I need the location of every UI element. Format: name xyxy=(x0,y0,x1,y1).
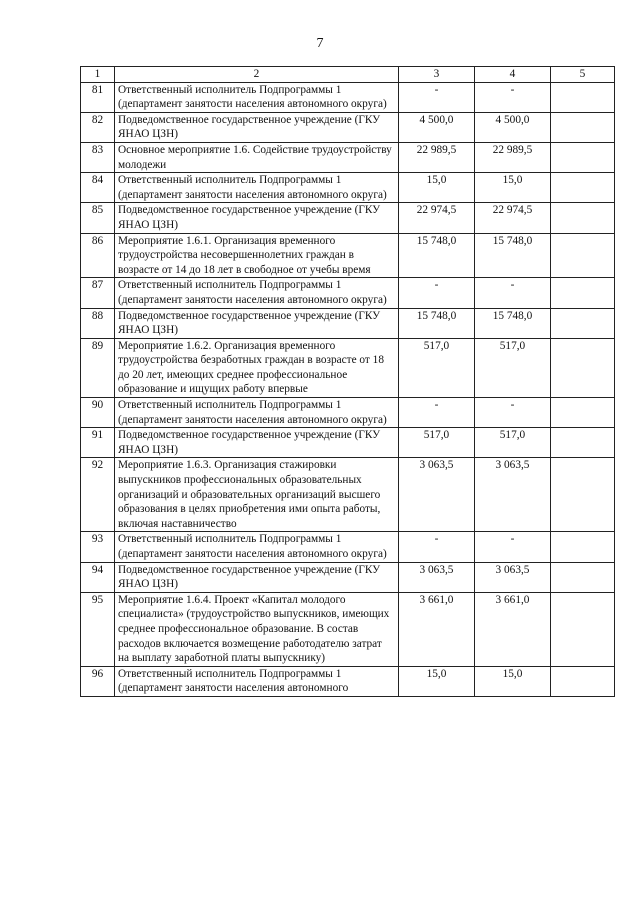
row-value-col4-cell: 22 989,5 xyxy=(475,142,551,172)
table-row xyxy=(81,592,615,666)
row-value-col4-cell: 15 748,0 xyxy=(475,308,551,338)
page-number: 7 xyxy=(316,36,324,51)
row-description-cell: Подведомственное государственное учреждение (ГКУ ЯНАО ЦЗН) xyxy=(115,428,399,458)
row-value-col5-cell xyxy=(551,532,615,562)
row-value-col3-cell: 15 748,0 xyxy=(399,308,475,338)
table-row xyxy=(81,203,615,233)
row-value-col4-cell: - xyxy=(475,278,551,308)
row-number-cell: 86 xyxy=(81,233,115,278)
row-value-col5-cell xyxy=(551,338,615,397)
row-value-col3-cell: - xyxy=(399,398,475,428)
row-number-cell: 84 xyxy=(81,173,115,203)
row-value-col3-cell: 15,0 xyxy=(399,173,475,203)
row-number-cell: 89 xyxy=(81,338,115,397)
row-value-col3-cell: - xyxy=(399,278,475,308)
table-row xyxy=(81,532,615,562)
table-row xyxy=(81,308,615,338)
row-value-col5-cell xyxy=(551,203,615,233)
row-value-col5-cell xyxy=(551,428,615,458)
row-number-cell: 88 xyxy=(81,308,115,338)
row-value-col5-cell xyxy=(551,173,615,203)
header-cell-5: 5 xyxy=(551,67,615,83)
row-value-col4-cell: 15,0 xyxy=(475,173,551,203)
row-description-cell: Подведомственное государственное учреждение (ГКУ ЯНАО ЦЗН) xyxy=(115,203,399,233)
row-description-cell: Ответственный исполнитель Подпрограммы 1 (департамент занятости населения автономного xyxy=(115,666,399,696)
row-value-col5-cell xyxy=(551,562,615,592)
table-row xyxy=(81,398,615,428)
row-value-col4-cell: - xyxy=(475,82,551,112)
table-row xyxy=(81,666,615,696)
header-cell-2: 2 xyxy=(115,67,399,83)
row-number-cell: 82 xyxy=(81,112,115,142)
row-description-cell: Мероприятие 1.6.4. Проект «Капитал молодого специалиста» (трудоустройство выпускников, имеющих среднее профессиональное образование. В состав расходов включается возмещение работодателю затрат на выплату заработной платы выпускнику) xyxy=(115,592,399,666)
row-value-col3-cell: 517,0 xyxy=(399,428,475,458)
row-description-cell: Ответственный исполнитель Подпрограммы 1 (департамент занятости населения автономного округа) xyxy=(115,82,399,112)
row-description-cell: Подведомственное государственное учреждение (ГКУ ЯНАО ЦЗН) xyxy=(115,308,399,338)
row-number-cell: 94 xyxy=(81,562,115,592)
row-value-col5-cell xyxy=(551,142,615,172)
row-value-col3-cell: 3 063,5 xyxy=(399,458,475,532)
row-number-cell: 91 xyxy=(81,428,115,458)
row-description-cell: Ответственный исполнитель Подпрограммы 1 (департамент занятости населения автономного округа) xyxy=(115,398,399,428)
table-row xyxy=(81,278,615,308)
row-value-col4-cell: 3 063,5 xyxy=(475,562,551,592)
row-value-col3-cell: 3 661,0 xyxy=(399,592,475,666)
budget-table xyxy=(80,66,615,697)
row-number-cell: 85 xyxy=(81,203,115,233)
row-description-cell: Мероприятие 1.6.2. Организация временного трудоустройства безработных граждан в возрасте от 18 до 20 лет, имеющих среднее профессиональное образование и ищущих работу впервые xyxy=(115,338,399,397)
table-row xyxy=(81,112,615,142)
row-value-col5-cell xyxy=(551,666,615,696)
row-description-cell: Ответственный исполнитель Подпрограммы 1 (департамент занятости населения автономного округа) xyxy=(115,278,399,308)
table-row xyxy=(81,458,615,532)
table-row xyxy=(81,562,615,592)
row-number-cell: 96 xyxy=(81,666,115,696)
row-value-col4-cell: 3 063,5 xyxy=(475,458,551,532)
row-description-cell: Ответственный исполнитель Подпрограммы 1 (департамент занятости населения автономного округа) xyxy=(115,532,399,562)
row-description-cell: Ответственный исполнитель Подпрограммы 1 (департамент занятости населения автономного округа) xyxy=(115,173,399,203)
row-number-cell: 83 xyxy=(81,142,115,172)
row-value-col3-cell: 517,0 xyxy=(399,338,475,397)
row-value-col3-cell: 3 063,5 xyxy=(399,562,475,592)
row-description-cell: Мероприятие 1.6.3. Организация стажировки выпускников профессиональных образовательных организаций и образовательных организаций высшего образования в целях приобретения ими опыта работы, включая наставничество xyxy=(115,458,399,532)
table-row xyxy=(81,82,615,112)
row-value-col5-cell xyxy=(551,398,615,428)
row-number-cell: 87 xyxy=(81,278,115,308)
row-value-col4-cell: - xyxy=(475,532,551,562)
row-description-cell: Подведомственное государственное учреждение (ГКУ ЯНАО ЦЗН) xyxy=(115,112,399,142)
row-value-col5-cell xyxy=(551,112,615,142)
row-description-cell: Мероприятие 1.6.1. Организация временного трудоустройства несовершеннолетних граждан в возрасте от 14 до 18 лет в свободное от учебы время xyxy=(115,233,399,278)
table-row xyxy=(81,338,615,397)
row-value-col4-cell: 4 500,0 xyxy=(475,112,551,142)
row-value-col3-cell: 4 500,0 xyxy=(399,112,475,142)
row-value-col4-cell: - xyxy=(475,398,551,428)
row-value-col3-cell: - xyxy=(399,82,475,112)
row-value-col4-cell: 3 661,0 xyxy=(475,592,551,666)
row-value-col5-cell xyxy=(551,233,615,278)
row-value-col5-cell xyxy=(551,308,615,338)
row-description-cell: Основное мероприятие 1.6. Содействие трудоустройству молодежи xyxy=(115,142,399,172)
table-row xyxy=(81,428,615,458)
row-value-col4-cell: 15 748,0 xyxy=(475,233,551,278)
header-cell-4: 4 xyxy=(475,67,551,83)
row-number-cell: 95 xyxy=(81,592,115,666)
row-value-col5-cell xyxy=(551,278,615,308)
row-value-col5-cell xyxy=(551,82,615,112)
row-number-cell: 81 xyxy=(81,82,115,112)
row-value-col3-cell: 22 974,5 xyxy=(399,203,475,233)
row-value-col3-cell: 15 748,0 xyxy=(399,233,475,278)
row-value-col4-cell: 15,0 xyxy=(475,666,551,696)
header-cell-3: 3 xyxy=(399,67,475,83)
row-value-col3-cell: 15,0 xyxy=(399,666,475,696)
table-header-row xyxy=(81,67,615,83)
row-value-col4-cell: 22 974,5 xyxy=(475,203,551,233)
row-value-col4-cell: 517,0 xyxy=(475,338,551,397)
row-number-cell: 92 xyxy=(81,458,115,532)
table-row xyxy=(81,173,615,203)
row-value-col5-cell xyxy=(551,592,615,666)
row-value-col3-cell: - xyxy=(399,532,475,562)
row-value-col3-cell: 22 989,5 xyxy=(399,142,475,172)
table-row xyxy=(81,233,615,278)
row-value-col5-cell xyxy=(551,458,615,532)
table-row xyxy=(81,142,615,172)
row-number-cell: 93 xyxy=(81,532,115,562)
row-description-cell: Подведомственное государственное учреждение (ГКУ ЯНАО ЦЗН) xyxy=(115,562,399,592)
row-number-cell: 90 xyxy=(81,398,115,428)
header-cell-1: 1 xyxy=(81,67,115,83)
row-value-col4-cell: 517,0 xyxy=(475,428,551,458)
